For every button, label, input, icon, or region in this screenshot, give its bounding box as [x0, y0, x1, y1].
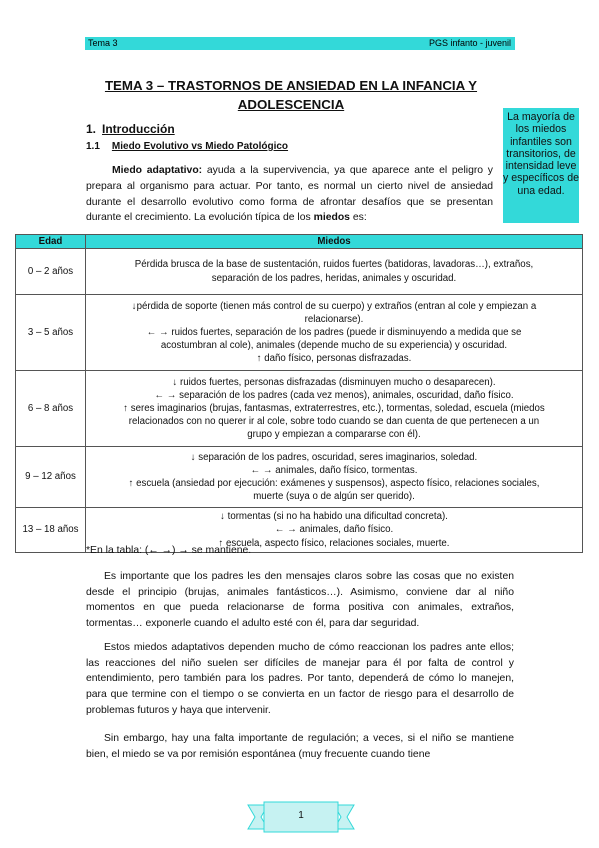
body-paragraph: Es importante que los padres les den mensajes claros sobre las cosas que no existen desde el principio (brujas, animales fantásticos…). Asimismo, conviene dar al niño momentos en que pueda relacionarse de forma positiva con animales, extraños, tormentas… exponerle cuando el adulto esté con él, para dar seguridad.	[86, 571, 514, 630]
subsection-heading	[86, 141, 288, 152]
age-cell: 3 – 5 años	[16, 295, 86, 371]
title-line-1: TEMA 3 – TRASTORNOS DE ANSIEDAD EN LA INFANCIA Y	[104, 78, 478, 93]
fear-line: ↑ seres imaginarios (brujas, fantasmas, extraterrestres, etc.), tormentas, soledad, escuela (miedos	[123, 402, 545, 414]
age-cell: 13 – 18 años	[16, 508, 86, 553]
fear-line: ↓ separación de los padres, oscuridad, seres imaginarios, soledad.	[190, 451, 478, 463]
fear-line: acostumbran al cole), animales (depende mucho de su experiencia) y oscuridad.	[160, 340, 508, 352]
age-cell: 9 – 12 años	[16, 447, 86, 508]
header-topic: Tema 3	[88, 38, 118, 48]
age-cell: 0 – 2 años	[16, 249, 86, 295]
header-fears: Miedos	[86, 235, 583, 249]
fear-line: ↑ daño físico, personas disfrazadas.	[256, 353, 412, 365]
fear-line: relacionarse).	[304, 313, 364, 325]
fear-line: relacionados con no querer ir al cole, sobre todo cuando se dan cuenta de que pertenecen a un	[128, 416, 540, 428]
page-number: 1	[298, 810, 304, 821]
fear-line: ↓ tormentas (si no ha habido una dificultad concreta).	[220, 511, 448, 523]
subsection-number: 1.1	[86, 141, 100, 152]
fears-cell	[86, 447, 583, 508]
subsection-title: Miedo Evolutivo vs Miedo Patológico	[111, 141, 289, 152]
page-header	[85, 37, 515, 50]
table-row	[16, 447, 583, 508]
fear-line: ← → separación de los padres (cada vez menos), animales, oscuridad, daño físico.	[154, 389, 514, 401]
intro-bold-end: miedos	[313, 212, 350, 224]
fear-line: muerte (suya o de algún ser querido).	[253, 491, 415, 503]
table-row	[16, 295, 583, 371]
fear-line: ↓pérdida de soporte (tienen más control de su cuerpo) y extraños (entran al cole y empiezan a	[131, 300, 537, 312]
age-cell: 6 – 8 años	[16, 371, 86, 447]
fear-line: grupo y empiezan a compararse con él).	[247, 429, 421, 441]
table-row	[16, 371, 583, 447]
fears-table	[15, 234, 583, 553]
table-header-row	[16, 235, 583, 249]
table-row	[16, 249, 583, 295]
fears-cell	[86, 295, 583, 371]
fear-line: ↑ escuela, aspecto físico, relaciones sociales, muerte.	[218, 537, 450, 549]
fear-line: ← → animales, daño físico.	[274, 524, 394, 536]
fear-line: ← → animales, daño físico, tormentas.	[250, 464, 418, 476]
body-paragraph: Estos miedos adaptativos dependen mucho de cómo reaccionan los padres ante ellos; las reacciones del niño suelen ser difíciles de manejar para él por falta de control y entendimiento, pero también para los padres. Por tanto, dependerá de cómo lo manejen, para que termine con el tiempo o se convierta en un factor de riesgo para el desarrollo de problemas futuros y haya que intervenir.	[86, 642, 514, 716]
fear-line: Pérdida brusca de la base de sustentación, ruidos fuertes (batidoras, lavadoras…), extraños,	[134, 259, 534, 271]
section-title: Introducción	[102, 122, 175, 136]
side-callout: La mayoría de los miedos infantiles son transitorios, de intensidad leve y específicos de una edad.	[503, 108, 579, 223]
fear-line: ↓ ruidos fuertes, personas disfrazadas (disminuyen mucho o desaparecen).	[172, 376, 496, 388]
fear-line: ← → ruidos fuertes, separación de los padres (puede ir disminuyendo a medida que se	[146, 326, 522, 338]
intro-paragraph	[86, 163, 493, 226]
fear-line: ↑ escuela (ansiedad por ejecución: exámenes y suspensos), aspecto físico, relaciones sociales,	[128, 478, 540, 489]
header-age: Edad	[16, 235, 86, 249]
header-course: PGS infanto - juvenil	[428, 38, 511, 48]
section-heading	[86, 122, 175, 136]
section-number: 1.	[86, 122, 97, 136]
table-footnote: *En la tabla: (← →) → se mantiene.	[86, 545, 252, 556]
intro-end: es:	[349, 212, 367, 224]
intro-bold-term: Miedo adaptativo:	[112, 165, 203, 176]
title-line-2: ADOLESCENCIA	[237, 97, 345, 112]
body-paragraph: Sin embargo, hay una falta importante de regulación; a veces, si el niño se mantiene bien, el miedo se va por remisión espontánea (muy frecuente cuando tiene	[86, 733, 514, 760]
page-title	[86, 76, 496, 114]
fear-line: separación de los padres, heridas, animales y oscuridad.	[211, 272, 457, 284]
intro-text: ayuda a la supervivencia, ya que aparece ante el peligro y prepara al organismo para actuar. Por tanto, es normal un cierto nivel de ansiedad durante el desarrollo evolutivo como forma de afrontar desafíos que se presentan durante el crecimiento. La evolución típica de los	[86, 165, 493, 224]
fears-cell	[86, 371, 583, 447]
fears-cell	[86, 249, 583, 295]
